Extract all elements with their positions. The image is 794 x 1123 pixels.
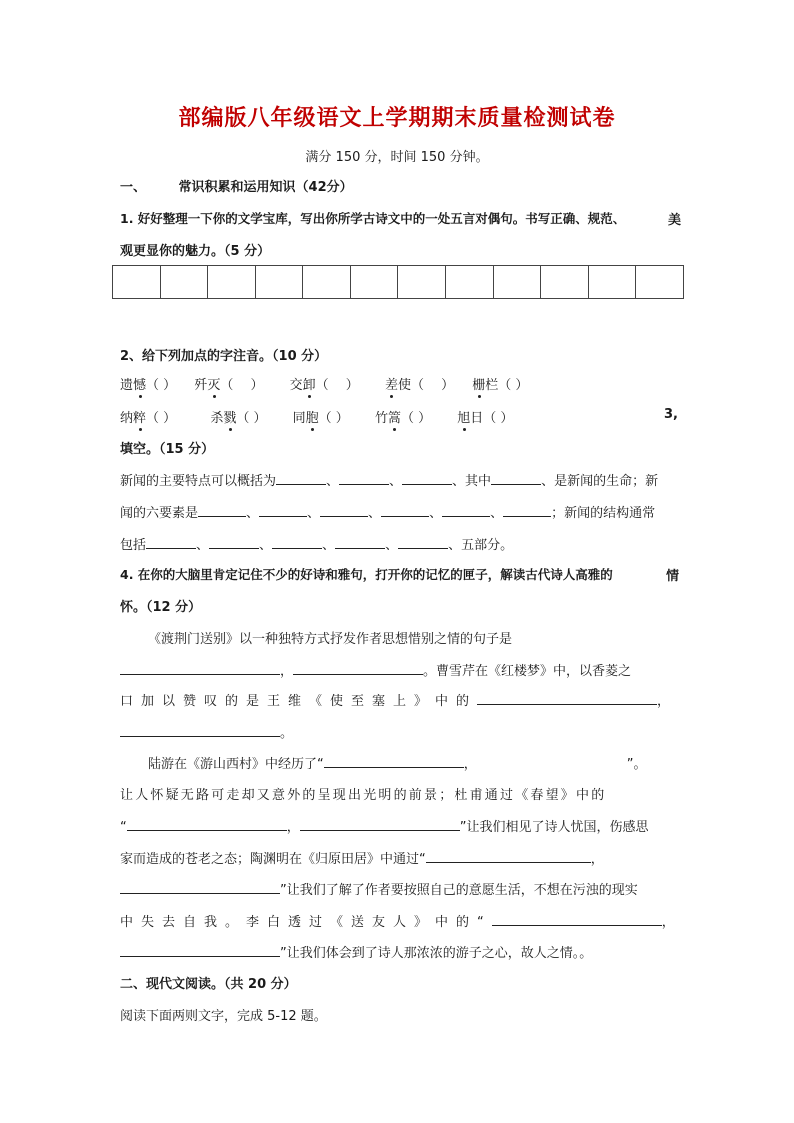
fill-blank[interactable] [442, 503, 490, 517]
fill-blank[interactable] [120, 880, 280, 894]
q3-line2: 闻的六要素是 、 、 、 、 、 ；新闻的结构通常 [120, 502, 680, 521]
q1-text: 1. 好好整理一下你的文学宝库，写出你所学古诗文中的一处五言对偶句。书写正确、规范、 [120, 211, 626, 226]
fill-blank[interactable] [272, 535, 322, 549]
q1-line1-tail: 美 [668, 213, 682, 228]
grid-cell[interactable] [351, 266, 399, 298]
q4-para8: 中失去自我。李白透过《送友人》中的“ ， [120, 911, 680, 930]
q4-para2: 口加以赞叹的是王维《使至塞上》中的 ， [120, 690, 680, 709]
q4-line1: 4. 在你的大脑里肯定记住不少的好诗和雅句，打开你的记忆的匣子，解读古代诗人高雅的 [120, 567, 613, 582]
grid-cell[interactable] [589, 266, 637, 298]
q1-line2: 观更显你的魅力。（5 分） [120, 244, 271, 259]
grid-cell[interactable] [494, 266, 542, 298]
section2-heading: 二、现代文阅读。（共 20 分） [120, 977, 297, 992]
pinyin-item: 遗憾（ ） [120, 378, 177, 393]
grid-cell[interactable] [446, 266, 494, 298]
q4-line1-tail: 情 [666, 569, 680, 584]
section1-number: 一、 [120, 180, 147, 195]
q4-para4: 让人怀疑无路可走却又意外的呈现出光明的前景；杜甫通过《春望》中的 [120, 788, 607, 803]
pinyin-item: 纳粹（ ） [120, 411, 177, 426]
fill-blank[interactable] [293, 661, 423, 675]
pinyin-item: 杀戮（ ） [210, 411, 267, 426]
q4-para5: “ ， ”让我们相见了诗人忧国，伤感思 [120, 816, 680, 835]
pinyin-item: 同胞（ ） [292, 411, 349, 426]
q2-row2 [120, 407, 680, 426]
pinyin-item: 竹篙（ ） [374, 411, 432, 426]
fill-blank[interactable] [259, 503, 307, 517]
fill-blank[interactable] [402, 471, 452, 485]
q4-line2: 怀。（12 分） [120, 600, 202, 615]
pinyin-item: 栅栏（ ） [472, 378, 529, 393]
section2-instruction: 阅读下面两则文字，完成 5-12 题。 [120, 1009, 327, 1024]
fill-blank[interactable] [127, 817, 287, 831]
answer-grid[interactable] [112, 265, 684, 299]
fill-blank[interactable] [426, 849, 591, 863]
q4-para7: ”让我们了解了作者要按照自己的意愿生活，不想在污浊的现实 [120, 879, 680, 898]
q4-para1-cont: ， 。曹雪芹在《红楼梦》中，以香菱之 [120, 660, 680, 679]
fill-blank[interactable] [120, 943, 280, 957]
grid-cell[interactable] [208, 266, 256, 298]
grid-cell[interactable] [303, 266, 351, 298]
grid-cell[interactable] [113, 266, 161, 298]
q1-line1 [120, 209, 680, 227]
exam-subtitle: 满分 150 分，时间 150 分钟。 [305, 150, 489, 165]
q4-para6: 家而造成的苍老之态；陶渊明在《归原田居》中通过“ ， [120, 848, 680, 867]
pinyin-item: 旭日（ ） [457, 411, 514, 426]
q2-heading: 2、给下列加点的字注音。（10 分） [120, 349, 328, 364]
pinyin-item: 交卸（ ） [289, 378, 359, 393]
q4-para9: ”让我们体会到了诗人那浓浓的游子之心，故人之情。。 [120, 942, 680, 961]
fill-blank[interactable] [120, 723, 280, 737]
grid-cell[interactable] [636, 266, 683, 298]
q3-number: 3, [664, 407, 678, 422]
pinyin-item: 歼灭（ ） [194, 378, 264, 393]
fill-blank[interactable] [381, 503, 429, 517]
fill-blank[interactable] [398, 535, 448, 549]
grid-cell[interactable] [541, 266, 589, 298]
page-title: 部编版八年级语文上学期期末质量检测试卷 [178, 105, 616, 131]
fill-blank[interactable] [503, 503, 551, 517]
fill-blank[interactable] [477, 691, 657, 705]
fill-blank[interactable] [198, 503, 246, 517]
fill-blank[interactable] [335, 535, 385, 549]
fill-blank[interactable] [320, 503, 368, 517]
grid-cell[interactable] [398, 266, 446, 298]
q2-row1 [120, 374, 680, 393]
fill-blank[interactable] [146, 535, 196, 549]
q4-para1: 《渡荆门送别》以一种独特方式抒发作者思想惜别之情的句子是 [148, 632, 513, 647]
fill-blank[interactable] [324, 754, 464, 768]
grid-cell[interactable] [161, 266, 209, 298]
q3-heading: 填空。（15 分） [120, 442, 215, 457]
fill-blank[interactable] [300, 817, 460, 831]
fill-blank[interactable] [209, 535, 259, 549]
fill-blank[interactable] [491, 471, 541, 485]
section1-heading [120, 176, 680, 195]
fill-blank[interactable] [120, 661, 280, 675]
fill-blank[interactable] [276, 471, 326, 485]
q4-para2-end: 。 [120, 722, 680, 741]
grid-cell[interactable] [256, 266, 304, 298]
section1-title: 常识积累和运用知识（42分） [178, 180, 353, 195]
q4-para3: 陆游在《游山西村》中经历了“ ， ”。 [148, 753, 708, 772]
fill-blank[interactable] [339, 471, 389, 485]
q3-line3: 包括 、 、 、 、 、五部分。 [120, 534, 680, 553]
fill-blank[interactable] [492, 912, 662, 926]
q3-line1: 新闻的主要特点可以概括为 、 、 、其中 、是新闻的生命；新 [120, 470, 680, 489]
pinyin-item: 差使（ ） [384, 378, 455, 393]
